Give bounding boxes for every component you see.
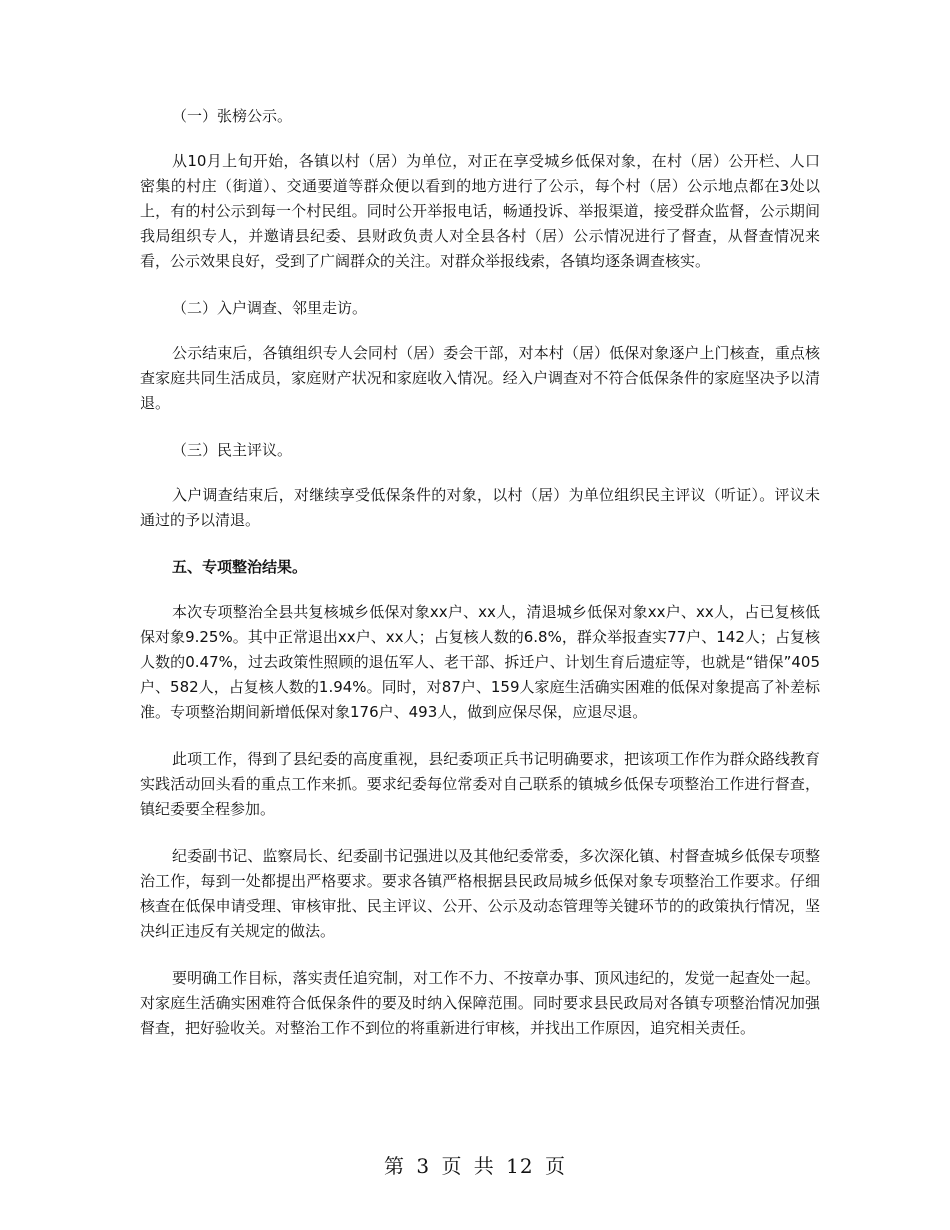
paragraph-survey: 公示结束后，各镇组织专人会同村（居）委会干部，对本村（居）低保对象逐户上门核查，重点核查家庭共同生活成员，家庭财产状况和家庭收入情况。经入户调查对不符合低保条件的家庭坚决予以清退。 [140,344,820,412]
paragraph-commission: 此项工作，得到了县纪委的高度重视，县纪委项正兵书记明确要求，把该项工作作为群众路线教育实践活动回头看的重点工作来抓。要求纪委每位常委对自己联系的镇城乡低保专项整治工作进行督查，镇纪委要全程参加。 [140,750,820,818]
paragraph-results: 本次专项整治全县共复核城乡低保对象xx户、xx人，清退城乡低保对象xx户、xx人，占已复核低保对象9.25%。其中正常退出xx户、xx人；占复核人数的6.8%，群众举报查实77户、142人；占复核人数的0.47%，过去政策性照顾的退伍军人、老干部、拆迁户、计划生育后遗症等，也就是“错保”405户、582人，占复核人数的1.94%。同时，对87户、159人家庭生活确实困难的低保对象提高了补差标准。专项整治期间新增低保对象176户、493人，做到应保尽保，应退尽退。 [140,603,820,721]
section-heading-results: 五、专项整治结果。 [172,558,308,576]
paragraph-review: 入户调查结束后，对继续享受低保条件的对象，以村（居）为单位组织民主评议（听证）。评议未通过的予以清退。 [140,486,820,529]
section-subheading-review: （三）民主评议。 [172,441,293,459]
document-body [140,104,820,1063]
paragraph-posting: 从10月上旬开始，各镇以村（居）为单位，对正在享受城乡低保对象，在村（居）公开栏、人口密集的村庄（街道）、交通要道等群众便以看到的地方进行了公示，每个村（居）公示地点都在3处以上，有的村公示到每一个村民组。同时公开举报电话，畅通投诉、举报渠道，接受群众监督，公示期间我局组织专人，并邀请县纪委、县财政负责人对全县各村（居）公示情况进行了督查，从督查情况来看，公示效果良好，受到了广阔群众的关注。对群众举报线索，各镇均逐条调查核实。 [140,152,820,270]
paragraph-inspection: 纪委副书记、监察局长、纪委副书记强进以及其他纪委常委，多次深化镇、村督查城乡低保专项整治工作，每到一处都提出严格要求。要求各镇严格根据县民政局城乡低保对象专项整治工作要求。仔细核查在低保申请受理、审核审批、民主评议、公开、公示及动态管理等关键环节的的政策执行情况，坚决纠正违反有关规定的做法。 [140,847,820,940]
page-number-footer: 第 3 页 共 12 页 [384,1154,566,1178]
section-subheading-posting: （一）张榜公示。 [172,107,293,125]
section-subheading-survey: （二）入户调查、邻里走访。 [172,299,368,317]
paragraph-accountability: 要明确工作目标，落实责任追究制，对工作不力、不按章办事、顶风违纪的，发觉一起查处一起。对家庭生活确实困难符合低保条件的要及时纳入保障范围。同时要求县民政局对各镇专项整治情况加强督查，把好验收关。对整治工作不到位的将重新进行审核，并找出工作原因，追究相关责任。 [140,969,820,1037]
